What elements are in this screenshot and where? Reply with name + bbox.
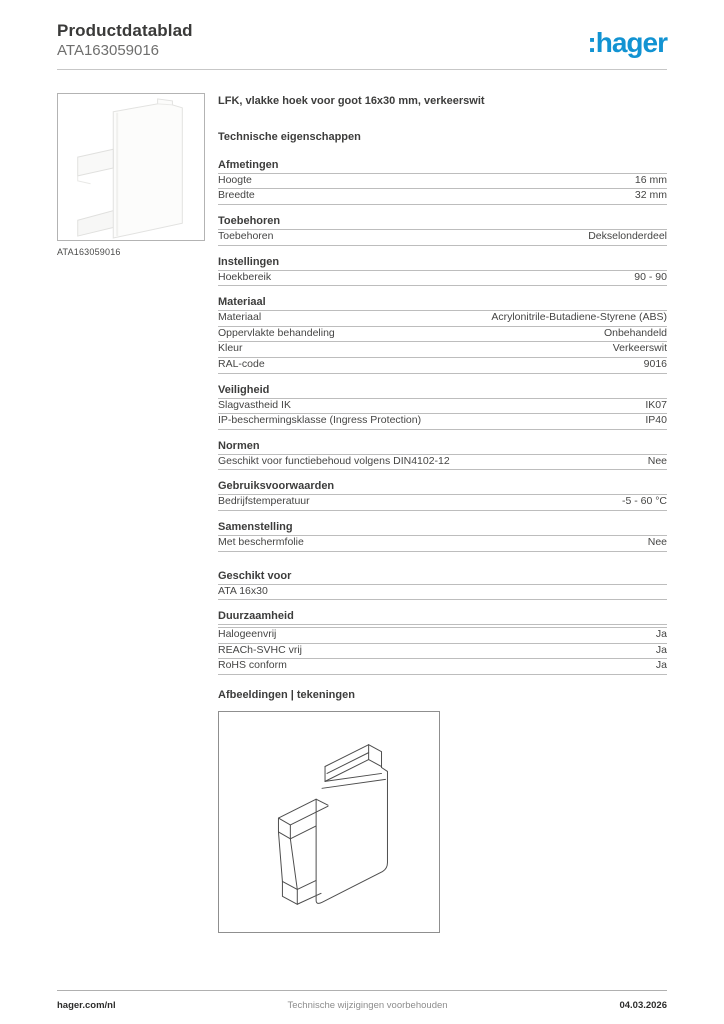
spec-section-title: Duurzaamheid — [218, 610, 667, 625]
spec-value: 90 - 90 — [634, 270, 667, 283]
spec-label: Toebehoren — [218, 230, 274, 243]
spec-label: Halogeenvrij — [218, 628, 277, 641]
spec-section-title: Gebruiksvoorwaarden — [218, 480, 667, 495]
spec-section — [218, 384, 667, 430]
spec-label: IP-beschermingsklasse (Ingress Protection) — [218, 414, 422, 427]
product-description: LFK, vlakke hoek voor goot 16x30 mm, verkeerswit — [218, 95, 485, 108]
spec-value: Dekselonderdeel — [588, 230, 667, 243]
product-photo-caption: ATA163059016 — [57, 247, 121, 258]
spec-value: Ja — [655, 659, 667, 672]
spec-value: Ja — [655, 628, 667, 641]
page-header — [57, 21, 667, 60]
spec-value: 9016 — [643, 357, 667, 370]
spec-section — [218, 159, 667, 205]
technical-drawing-image — [219, 712, 439, 932]
spec-section-title: Instellingen — [218, 256, 667, 271]
spec-label: Slagvastheid IK — [218, 398, 291, 411]
spec-row — [218, 174, 667, 190]
spec-label: RoHS conform — [218, 659, 287, 672]
technical-drawing-box — [218, 711, 440, 933]
spec-section — [218, 570, 667, 601]
spec-label: REACh-SVHC vrij — [218, 643, 303, 656]
section-group-gap — [218, 562, 667, 570]
spec-sections-extra — [218, 570, 667, 675]
product-photo-column — [57, 93, 205, 933]
spec-section — [218, 296, 667, 373]
spec-section — [218, 215, 667, 246]
spec-row — [218, 495, 667, 511]
spec-row — [218, 271, 667, 287]
product-photo-image — [58, 94, 204, 240]
spec-label: Met beschermfolie — [218, 536, 304, 549]
spec-section-title: Normen — [218, 440, 667, 455]
footer-website-link[interactable]: hager.com/nl — [57, 1000, 116, 1011]
spec-label: Geschikt voor functiebehoud volgens DIN4102-12 — [218, 454, 450, 467]
product-reference: ATA163059016 — [57, 42, 160, 60]
images-heading: Afbeeldingen | tekeningen — [218, 689, 355, 701]
spec-section-title: Veiligheid — [218, 384, 667, 399]
spec-section-title: Samenstelling — [218, 521, 667, 536]
spec-section-title: Geschikt voor — [218, 570, 667, 585]
spec-row — [218, 536, 667, 552]
spec-value: IK07 — [645, 398, 667, 411]
spec-row — [218, 585, 667, 601]
spec-label: Hoekbereik — [218, 270, 272, 283]
spec-label: RAL-code — [218, 357, 265, 370]
spec-section — [218, 440, 667, 471]
spec-value: Nee — [647, 536, 667, 549]
spec-value: Onbehandeld — [603, 326, 667, 339]
spec-row — [218, 627, 667, 644]
spec-value: -5 - 60 °C — [621, 495, 667, 508]
spec-label: Oppervlakte behandeling — [218, 326, 335, 339]
spec-label: Materiaal — [218, 311, 262, 324]
spec-value: Acrylonitrile-Butadiene-Styrene (ABS) — [491, 311, 667, 324]
spec-value: IP40 — [645, 414, 667, 427]
spec-value: 16 mm — [634, 173, 667, 186]
spec-row — [218, 358, 667, 374]
spec-row — [218, 327, 667, 343]
spec-label: Breedte — [218, 189, 255, 202]
spec-row — [218, 230, 667, 246]
hager-logo: :hager — [587, 27, 667, 59]
spec-value: Verkeerswit — [612, 342, 667, 355]
spec-section — [218, 521, 667, 552]
spec-row — [218, 342, 667, 358]
spec-value: Ja — [655, 643, 667, 656]
spec-label: Bedrijfstemperatuur — [218, 495, 310, 508]
spec-label: Kleur — [218, 342, 243, 355]
spec-row — [218, 659, 667, 675]
header-titles — [57, 21, 193, 60]
spec-label: ATA 16x30 — [218, 584, 268, 597]
header-divider — [57, 69, 667, 70]
spec-column — [218, 93, 667, 933]
spec-section — [218, 480, 667, 511]
spec-value: 32 mm — [634, 189, 667, 202]
spec-section-title: Afmetingen — [218, 159, 667, 174]
page-title: Productdatablad — [57, 21, 193, 40]
page-footer — [57, 990, 667, 1011]
footer-disclaimer: Technische wijzigingen voorbehouden — [287, 1000, 448, 1011]
spec-section — [218, 256, 667, 287]
spec-section — [218, 610, 667, 675]
content-area — [57, 93, 667, 933]
spec-row — [218, 414, 667, 430]
spec-sections-main — [218, 159, 667, 552]
spec-row — [218, 455, 667, 471]
spec-row — [218, 644, 667, 660]
spec-row — [218, 189, 667, 205]
footer-date: 04.03.2026 — [619, 1000, 667, 1011]
spec-row — [218, 399, 667, 415]
tech-properties-heading: Technische eigenschappen — [218, 130, 361, 143]
spec-value: Nee — [647, 454, 667, 467]
spec-label: Hoogte — [218, 173, 252, 186]
spec-row — [218, 311, 667, 327]
spec-section-title: Materiaal — [218, 296, 667, 311]
spec-section-title: Toebehoren — [218, 215, 667, 230]
product-photo-box — [57, 93, 205, 241]
